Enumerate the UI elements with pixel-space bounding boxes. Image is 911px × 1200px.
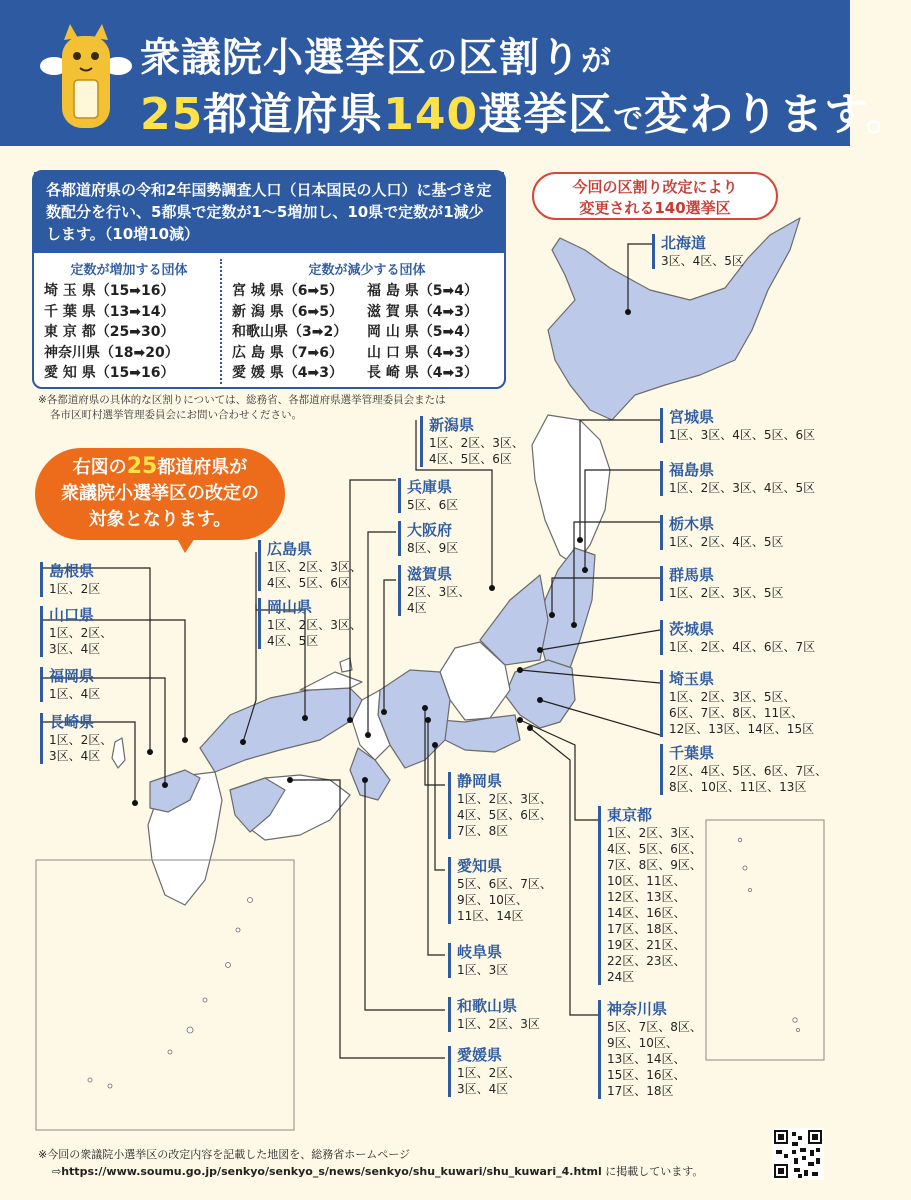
chugoku-white-shape	[300, 672, 362, 690]
ogasawara-inset	[706, 820, 824, 1060]
pref-label-yamaguchi: 山口県 1区、2区、 3区、4区	[40, 606, 112, 657]
kinki-shape	[378, 670, 450, 768]
pref-label-saitama: 埼玉県 1区、2区、3区、5区、 6区、7区、8区、11区、 12区、13区、14区、15区	[660, 670, 814, 737]
note-top: ※各都道府県の具体的な区割りについては、総務省、各都道府県選挙管理委員会または 各市区町村選挙管理委員会にお問い合わせください。	[38, 394, 446, 421]
soumu-link[interactable]: https://www.soumu.go.jp/senkyo/senkyo_s/news/senkyo/shu_kuwari/shu_kuwari_4.html	[61, 1165, 602, 1178]
note-bottom: ※今回の衆議院小選挙区の改定内容を記載した地図を、総務省ホームページ ⇨https://www.soumu.go.jp/senkyo/senkyo_s/news/senkyo/shu_kuwari/shu_kuwari_4.html に掲載しています。	[38, 1148, 704, 1178]
pref-label-tokyo: 東京都 1区、2区、3区、 4区、5区、6区、 7区、8区、9区、 10区、11区、 12区、13区、 14区、16区、 17区、18区、 19区、21区、 22区、23区、 24区	[598, 806, 702, 985]
red-notice: 今回の区割り改定により 変更される140選挙区	[532, 172, 778, 220]
increase-row: 埼 玉 県（15➡16）	[44, 283, 175, 299]
miyagi-fukushima-shape	[540, 548, 595, 670]
pref-label-aichi: 愛知県 5区、6区、7区、 9区、10区、 11区、14区	[448, 857, 552, 924]
pref-label-hiroshima: 広島県 1区、2区、3区、 4区、5区、6区	[258, 540, 362, 591]
wakayama-shape	[350, 748, 390, 800]
pref-label-kanagawa: 神奈川県 5区、7区、8区、 9区、10区、 13区、14区、 15区、16区、 17区、18区	[598, 1000, 702, 1099]
increase-row: 愛 知 県（15➡16）	[44, 365, 175, 381]
pref-label-gifu: 岐阜県 1区、3区	[448, 943, 508, 978]
decrease-row: 新 潟 県（6➡5） 滋 賀 県（4➡3）	[232, 303, 478, 320]
info-box	[32, 170, 506, 389]
tokai-shape	[440, 715, 520, 752]
pref-label-chiba: 千葉県 2区、4区、5区、6区、7区、 8区、10区、11区、13区	[660, 744, 827, 795]
pref-label-hyogo: 兵庫県 5区、6区	[398, 478, 458, 513]
decrease-row: 愛 媛 県（4➡3） 長 崎 県（4➡3）	[232, 365, 478, 381]
pref-label-niigata: 新潟県 1区、2区、3区、 4区、5区、6区	[420, 416, 524, 467]
pref-label-shiga: 滋賀県 2区、3区、 4区	[398, 565, 470, 616]
pref-label-tochigi: 栃木県 1区、2区、4区、5区	[660, 515, 784, 550]
decrease-row: 和歌山県（3➡2） 岡 山 県（5➡4）	[232, 324, 478, 340]
increase-title: 定数が増加する団体	[70, 263, 188, 278]
pref-label-fukushima: 福島県 1区、2区、3区、4区、5区	[660, 461, 815, 496]
pref-label-osaka: 大阪府 8区、9区	[398, 521, 458, 556]
pref-label-gunma: 群馬県 1区、2区、3区、5区	[660, 566, 784, 601]
pref-label-miyagi: 宮城県 1区、3区、4区、5区、6区	[660, 408, 815, 443]
pref-label-okayama: 岡山県 1区、2区、3区、 4区、5区	[258, 598, 362, 649]
chugoku-shape	[200, 688, 362, 772]
pref-label-shimane: 島根県 1区、2区	[40, 562, 100, 597]
pref-label-ibaraki: 茨城県 1区、2区、4区、6区、7区	[660, 620, 815, 655]
info-heading: 各都道府県の令和2年国勢調査人口（日本国民の人口）に基づき定数配分を行い、5都県で定数が1～5増加し、10県で定数が1減少します。（10増10減）	[34, 172, 504, 253]
increase-column	[44, 259, 214, 384]
main-title-line2: 25都道府県140選挙区で変わります。	[140, 89, 911, 140]
callout-bubble: 右図の25都道府県が 衆議院小選挙区の改定の 対象となります。	[35, 448, 285, 540]
pref-label-wakayama: 和歌山県 1区、2区、3区	[448, 997, 540, 1032]
decrease-title: 定数が減少する団体	[308, 263, 426, 278]
pref-label-nagasaki: 長崎県 1区、2区、 3区、4区	[40, 713, 112, 764]
decrease-row: 宮 城 県（6➡5） 福 島 県（5➡4）	[232, 283, 478, 299]
increase-row: 千 葉 県（13➡14）	[44, 303, 175, 320]
tohoku-shape	[532, 415, 610, 565]
increase-row: 東 京 都（25➡30）	[44, 324, 175, 340]
pref-label-fukuoka: 福岡県 1区、4区	[40, 667, 100, 702]
qr-code-icon[interactable]	[772, 1128, 824, 1180]
decrease-row: 広 島 県（7➡6） 山 口 県（4➡3）	[232, 344, 478, 361]
decrease-column	[220, 259, 502, 384]
pref-label-hokkaido: 北海道 3区、4区、5区	[652, 234, 744, 269]
main-title-line1: 衆議院小選挙区の区割りが	[140, 35, 612, 81]
callout-tail	[175, 535, 197, 553]
pref-label-ehime: 愛媛県 1区、2区、 3区、4区	[448, 1046, 520, 1097]
okinawa-inset	[36, 860, 294, 1130]
pref-label-shizuoka: 静岡県 1区、2区、3区、 4区、5区、6区、 7区、8区	[448, 772, 552, 839]
increase-row: 神奈川県（18➡20）	[44, 344, 179, 361]
